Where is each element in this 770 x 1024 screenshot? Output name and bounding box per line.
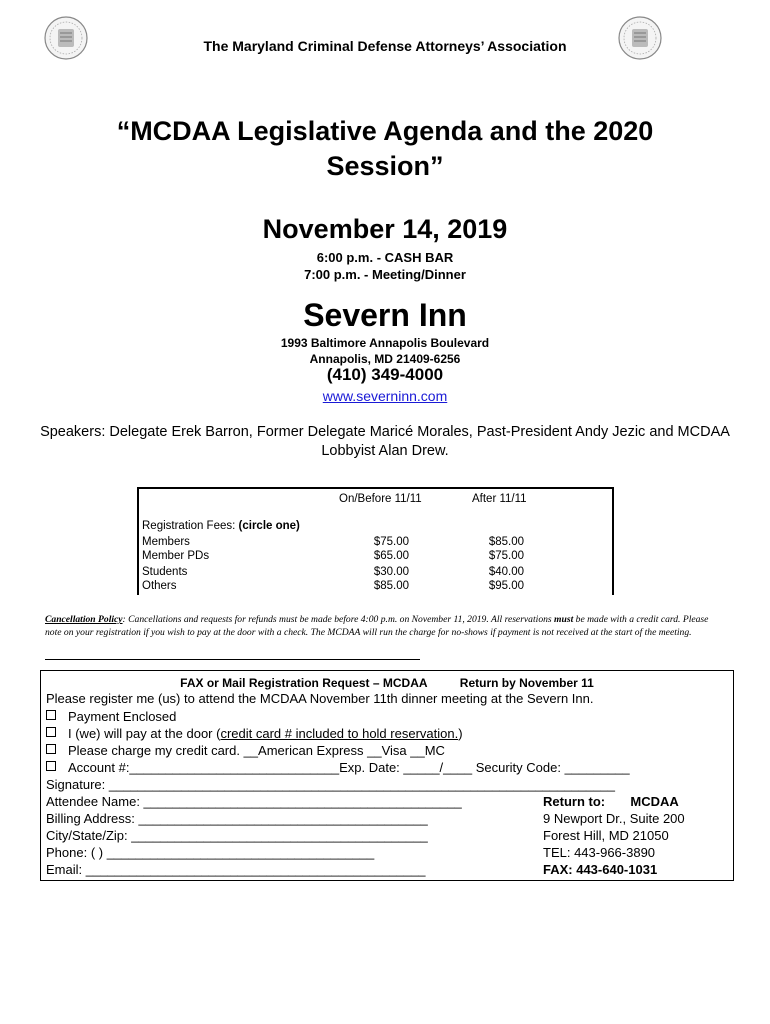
return-address-line2: Forest Hill, MD 21050 — [543, 828, 669, 843]
policy-title: Cancellation Policy — [45, 614, 123, 625]
option-label: I (we) will pay at the door ( — [68, 726, 221, 741]
signature-field[interactable]: Signature: ______________________________________________________________________ — [46, 777, 615, 792]
option-label-underlined: credit card # included to hold reservation. — [220, 726, 459, 741]
cancellation-policy — [45, 613, 725, 639]
checkbox-icon[interactable] — [46, 710, 56, 720]
fees-label-text: Registration Fees: — [142, 520, 236, 532]
venue-phone: (410) 349-4000 — [326, 365, 444, 384]
checkbox-icon[interactable] — [46, 744, 56, 754]
form-intro: Please register me (us) to attend the MCDAA November 11th dinner meeting at the Severn Inn. — [46, 691, 594, 706]
fees-row-category: Member PDs — [142, 550, 210, 562]
return-to-label: Return to: — [543, 794, 606, 809]
return-address-line1: 9 Newport Dr., Suite 200 — [543, 811, 685, 826]
speakers-text: Speakers: Delegate Erek Barron, Former Delegate Maricé Morales, Past-President Andy Jezic and MCDAA Lobbyist Alan Drew. — [40, 424, 730, 459]
option-account-number[interactable] — [46, 760, 630, 775]
policy-emphasis: must — [554, 614, 574, 625]
fees-row-after: $75.00 — [488, 550, 524, 562]
fees-label — [142, 520, 300, 532]
fees-row-category: Members — [142, 536, 190, 548]
fees-row-category: Others — [142, 580, 177, 592]
policy-text-a: : Cancellations and requests for refunds must be made before 4:00 p.m. on November 11, 2019. All reservations — [122, 614, 555, 625]
venue-address-line2: Annapolis, MD 21409-6256 — [309, 352, 461, 366]
checkbox-icon[interactable] — [46, 727, 56, 737]
attendee-name-field[interactable]: Attendee Name: ____________________________________________ — [46, 794, 462, 809]
fees-label-note: (circle one) — [238, 520, 300, 532]
option-charge-card[interactable] — [46, 743, 445, 758]
option-payment-enclosed[interactable] — [46, 709, 176, 724]
divider — [45, 659, 420, 660]
city-state-zip-field[interactable]: City/State/Zip: _________________________________________ — [46, 828, 428, 843]
return-telephone: TEL: 443-966-3890 — [543, 845, 656, 860]
venue-website-link[interactable]: www.severninn.com — [322, 388, 448, 404]
return-fax: FAX: 443-640-1031 — [543, 862, 658, 877]
form-header — [41, 676, 733, 690]
option-pay-at-door[interactable] — [46, 726, 463, 741]
email-field[interactable]: Email: _______________________________________________ — [46, 862, 426, 877]
venue-address-line1: 1993 Baltimore Annapolis Boulevard — [280, 336, 490, 350]
registration-fees-table — [137, 487, 614, 595]
checkbox-icon[interactable] — [46, 761, 56, 771]
option-label: Account #:_____________________________Exp. Date: _____/____ Security Code: _________ — [68, 760, 630, 775]
schedule-meeting-dinner: 7:00 p.m. - Meeting/Dinner — [304, 267, 466, 282]
event-date: November 14, 2019 — [262, 214, 508, 244]
fees-header-after: After 11/11 — [472, 493, 527, 505]
form-header-right: Return by November 11 — [459, 676, 594, 690]
fees-header-before: On/Before 11/11 — [339, 493, 422, 505]
return-to — [543, 794, 679, 809]
registration-form — [40, 670, 734, 881]
option-label: Please charge my credit card. __American Express __Visa __MC — [68, 743, 445, 758]
fees-row-before: $65.00 — [373, 550, 409, 562]
fees-row-before: $85.00 — [373, 580, 409, 592]
fees-row-before: $30.00 — [373, 566, 409, 578]
fees-row-category: Students — [142, 566, 188, 578]
event-title: “MCDAA Legislative Agenda and the 2020 Session” — [116, 116, 654, 181]
fees-row-after: $95.00 — [488, 580, 524, 592]
option-label: Payment Enclosed — [68, 709, 177, 724]
association-name: The Maryland Criminal Defense Attorneys’ Association — [203, 38, 567, 54]
policy-text-b: be made with a credit card. Please note on your registration if you wish to pay at the door with a check. The MCDAA will run the charge for no-shows if payment is not received at the start of the meeting. — [45, 614, 709, 638]
fees-row-before: $75.00 — [373, 536, 409, 548]
return-to-org: MCDAA — [630, 794, 679, 809]
phone-field[interactable]: Phone: ( ) _____________________________________ — [46, 845, 375, 860]
form-header-left: FAX or Mail Registration Request – MCDAA — [180, 676, 428, 690]
venue-name: Severn Inn — [303, 297, 467, 333]
fees-row-after: $40.00 — [488, 566, 524, 578]
billing-address-field[interactable]: Billing Address: ________________________________________ — [46, 811, 428, 826]
schedule-cash-bar: 6:00 p.m. - CASH BAR — [316, 250, 454, 265]
option-label-close: ) — [458, 726, 463, 741]
fees-row-after: $85.00 — [488, 536, 524, 548]
